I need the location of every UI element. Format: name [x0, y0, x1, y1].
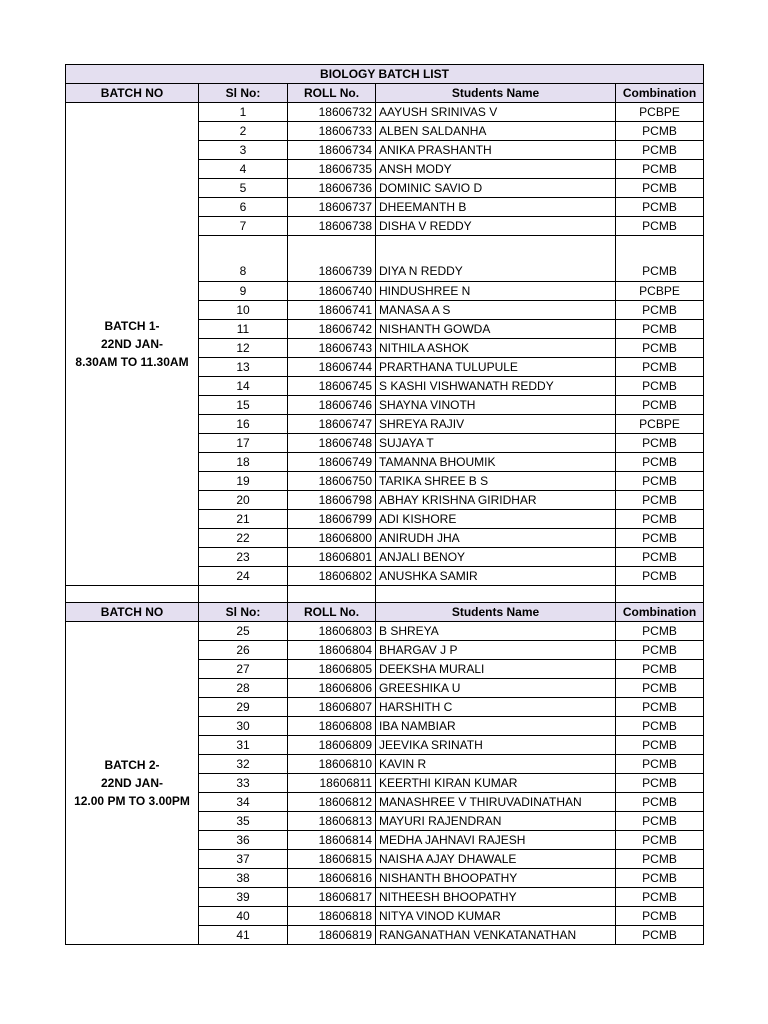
batch-label-line: BATCH 1- — [104, 319, 160, 333]
sl-no-cell: 3 — [199, 141, 288, 160]
combination-cell: PCMB — [616, 217, 704, 236]
combination-cell: PCMB — [616, 567, 704, 586]
student-name-cell: ANIRUDH JHA — [376, 529, 616, 548]
roll-no-cell: 18606732 — [288, 103, 376, 122]
combination-cell: PCMB — [616, 122, 704, 141]
sl-no-cell: 40 — [199, 907, 288, 926]
sl-no-cell: 7 — [199, 217, 288, 236]
combination-cell: PCBPE — [616, 415, 704, 434]
roll-no-cell: 18606810 — [288, 755, 376, 774]
sl-no-cell: 29 — [199, 698, 288, 717]
roll-no-cell: 18606739 — [288, 236, 376, 282]
combination-cell: PCMB — [616, 774, 704, 793]
sl-no-cell: 12 — [199, 339, 288, 358]
sl-no-cell: 16 — [199, 415, 288, 434]
sl-no-cell: 34 — [199, 793, 288, 812]
sl-no-cell: 37 — [199, 850, 288, 869]
roll-no-cell: 18606815 — [288, 850, 376, 869]
combination-cell: PCMB — [616, 472, 704, 491]
student-name-cell: DISHA V REDDY — [376, 217, 616, 236]
batch-label-line: BATCH 2- — [104, 758, 160, 772]
batch-label-line: 8.30AM TO 11.30AM — [75, 355, 189, 369]
student-name-cell: MEDHA JAHNAVI RAJESH — [376, 831, 616, 850]
roll-no-cell: 18606747 — [288, 415, 376, 434]
sl-no-cell: 14 — [199, 377, 288, 396]
student-name-cell: MANASA A S — [376, 301, 616, 320]
empty-cell — [616, 586, 704, 603]
combination-cell: PCMB — [616, 736, 704, 755]
student-name-cell: GREESHIKA U — [376, 679, 616, 698]
empty-cell — [66, 586, 199, 603]
header-sl-no: Sl No: — [199, 603, 288, 622]
roll-no-cell: 18606819 — [288, 926, 376, 945]
sl-no-cell: 11 — [199, 320, 288, 339]
sl-no-cell: 28 — [199, 679, 288, 698]
header-student-name: Students Name — [376, 603, 616, 622]
roll-no-cell: 18606800 — [288, 529, 376, 548]
empty-cell — [376, 586, 616, 603]
roll-no-cell: 18606802 — [288, 567, 376, 586]
roll-no-cell: 18606808 — [288, 717, 376, 736]
roll-no-cell: 18606743 — [288, 339, 376, 358]
student-name-cell: SHREYA RAJIV — [376, 415, 616, 434]
combination-cell: PCMB — [616, 320, 704, 339]
sl-no-cell: 4 — [199, 160, 288, 179]
sl-no-cell: 38 — [199, 869, 288, 888]
combination-cell: PCMB — [616, 339, 704, 358]
student-name-cell: NISHANTH GOWDA — [376, 320, 616, 339]
sl-no-cell: 5 — [199, 179, 288, 198]
student-name-cell: ANUSHKA SAMIR — [376, 567, 616, 586]
sl-no-cell: 8 — [199, 236, 288, 282]
student-name-cell: ANJALI BENOY — [376, 548, 616, 567]
batch-label — [66, 622, 199, 945]
student-name-cell: NITHEESH BHOOPATHY — [376, 888, 616, 907]
combination-cell: PCMB — [616, 548, 704, 567]
header-sl-no: Sl No: — [199, 84, 288, 103]
student-name-cell: HARSHITH C — [376, 698, 616, 717]
title-row — [66, 65, 704, 84]
roll-no-cell: 18606741 — [288, 301, 376, 320]
roll-no-cell: 18606744 — [288, 358, 376, 377]
sl-no-cell: 18 — [199, 453, 288, 472]
student-name-cell: ALBEN SALDANHA — [376, 122, 616, 141]
roll-no-cell: 18606805 — [288, 660, 376, 679]
roll-no-cell: 18606818 — [288, 907, 376, 926]
sl-no-cell: 32 — [199, 755, 288, 774]
combination-cell: PCMB — [616, 453, 704, 472]
combination-cell: PCMB — [616, 491, 704, 510]
sl-no-cell: 25 — [199, 622, 288, 641]
header-student-name: Students Name — [376, 84, 616, 103]
student-name-cell: AAYUSH SRINIVAS V — [376, 103, 616, 122]
student-name-cell: DHEEMANTH B — [376, 198, 616, 217]
biology-batch-table — [65, 64, 704, 945]
combination-cell: PCMB — [616, 141, 704, 160]
roll-no-cell: 18606748 — [288, 434, 376, 453]
student-name-cell: DIYA N REDDY — [376, 236, 616, 282]
student-name-cell: IBA NAMBIAR — [376, 717, 616, 736]
roll-no-cell: 18606806 — [288, 679, 376, 698]
student-name-cell: JEEVIKA SRINATH — [376, 736, 616, 755]
header-row — [66, 603, 704, 622]
roll-no-cell: 18606737 — [288, 198, 376, 217]
combination-cell: PCMB — [616, 236, 704, 282]
sl-no-cell: 2 — [199, 122, 288, 141]
sl-no-cell: 9 — [199, 282, 288, 301]
header-batch-no: BATCH NO — [66, 603, 199, 622]
student-name-cell: MANASHREE V THIRUVADINATHAN — [376, 793, 616, 812]
combination-cell: PCMB — [616, 755, 704, 774]
roll-no-cell: 18606733 — [288, 122, 376, 141]
student-name-cell: NITHILA ASHOK — [376, 339, 616, 358]
student-name-cell: S KASHI VISHWANATH REDDY — [376, 377, 616, 396]
roll-no-cell: 18606798 — [288, 491, 376, 510]
student-name-cell: BHARGAV J P — [376, 641, 616, 660]
roll-no-cell: 18606801 — [288, 548, 376, 567]
combination-cell: PCMB — [616, 622, 704, 641]
sl-no-cell: 26 — [199, 641, 288, 660]
table-row — [66, 622, 704, 641]
roll-no-cell: 18606735 — [288, 160, 376, 179]
roll-no-cell: 18606812 — [288, 793, 376, 812]
sl-no-cell: 33 — [199, 774, 288, 793]
student-name-cell: NAISHA AJAY DHAWALE — [376, 850, 616, 869]
header-row — [66, 84, 704, 103]
combination-cell: PCMB — [616, 698, 704, 717]
student-name-cell: SHAYNA VINOTH — [376, 396, 616, 415]
combination-cell: PCMB — [616, 198, 704, 217]
empty-cell — [199, 586, 288, 603]
student-name-cell: DEEKSHA MURALI — [376, 660, 616, 679]
student-name-cell: TAMANNA BHOUMIK — [376, 453, 616, 472]
combination-cell: PCMB — [616, 510, 704, 529]
batch-label — [66, 103, 199, 586]
roll-no-cell: 18606814 — [288, 831, 376, 850]
sl-no-cell: 1 — [199, 103, 288, 122]
combination-cell: PCMB — [616, 660, 704, 679]
combination-cell: PCMB — [616, 850, 704, 869]
sl-no-cell: 36 — [199, 831, 288, 850]
student-name-cell: ADI KISHORE — [376, 510, 616, 529]
combination-cell: PCMB — [616, 812, 704, 831]
combination-cell: PCMB — [616, 434, 704, 453]
header-roll-no: ROLL No. — [288, 84, 376, 103]
sl-no-cell: 13 — [199, 358, 288, 377]
batch-label-line: 22ND JAN- — [100, 776, 163, 790]
roll-no-cell: 18606804 — [288, 641, 376, 660]
sl-no-cell: 27 — [199, 660, 288, 679]
roll-no-cell: 18606736 — [288, 179, 376, 198]
student-name-cell: KEERTHI KIRAN KUMAR — [376, 774, 616, 793]
sl-no-cell: 23 — [199, 548, 288, 567]
combination-cell: PCMB — [616, 301, 704, 320]
batch-label-line: 22ND JAN- — [100, 337, 163, 351]
roll-no-cell: 18606813 — [288, 812, 376, 831]
student-name-cell: ANIKA PRASHANTH — [376, 141, 616, 160]
combination-cell: PCMB — [616, 179, 704, 198]
combination-cell: PCMB — [616, 926, 704, 945]
sl-no-cell: 39 — [199, 888, 288, 907]
sl-no-cell: 31 — [199, 736, 288, 755]
header-roll-no: ROLL No. — [288, 603, 376, 622]
combination-cell: PCMB — [616, 160, 704, 179]
combination-cell: PCMB — [616, 793, 704, 812]
roll-no-cell: 18606807 — [288, 698, 376, 717]
combination-cell: PCMB — [616, 907, 704, 926]
sl-no-cell: 35 — [199, 812, 288, 831]
combination-cell: PCMB — [616, 717, 704, 736]
student-name-cell: SUJAYA T — [376, 434, 616, 453]
roll-no-cell: 18606749 — [288, 453, 376, 472]
roll-no-cell: 18606803 — [288, 622, 376, 641]
table-title: BIOLOGY BATCH LIST — [66, 65, 704, 84]
combination-cell: PCMB — [616, 888, 704, 907]
combination-cell: PCMB — [616, 377, 704, 396]
combination-cell: PCBPE — [616, 282, 704, 301]
roll-no-cell: 18606811 — [288, 774, 376, 793]
combination-cell: PCMB — [616, 641, 704, 660]
header-batch-no: BATCH NO — [66, 84, 199, 103]
empty-cell — [288, 586, 376, 603]
sl-no-cell: 22 — [199, 529, 288, 548]
student-name-cell: MAYURI RAJENDRAN — [376, 812, 616, 831]
sl-no-cell: 41 — [199, 926, 288, 945]
roll-no-cell: 18606738 — [288, 217, 376, 236]
student-name-cell: PRARTHANA TULUPULE — [376, 358, 616, 377]
roll-no-cell: 18606746 — [288, 396, 376, 415]
student-name-cell: ANSH MODY — [376, 160, 616, 179]
student-name-cell: KAVIN R — [376, 755, 616, 774]
combination-cell: PCMB — [616, 358, 704, 377]
student-name-cell: HINDUSHREE N — [376, 282, 616, 301]
batch-label-line: 12.00 PM TO 3.00PM — [74, 794, 190, 808]
student-name-cell: RANGANATHAN VENKATANATHAN — [376, 926, 616, 945]
sl-no-cell: 20 — [199, 491, 288, 510]
roll-no-cell: 18606799 — [288, 510, 376, 529]
roll-no-cell: 18606734 — [288, 141, 376, 160]
roll-no-cell: 18606740 — [288, 282, 376, 301]
sl-no-cell: 6 — [199, 198, 288, 217]
combination-cell: PCMB — [616, 529, 704, 548]
student-name-cell: NISHANTH BHOOPATHY — [376, 869, 616, 888]
header-combination: Combination — [616, 603, 704, 622]
sl-no-cell: 17 — [199, 434, 288, 453]
table-row — [66, 103, 704, 122]
spacer-row — [66, 586, 704, 603]
combination-cell: PCMB — [616, 679, 704, 698]
roll-no-cell: 18606750 — [288, 472, 376, 491]
roll-no-cell: 18606816 — [288, 869, 376, 888]
roll-no-cell: 18606745 — [288, 377, 376, 396]
header-combination: Combination — [616, 84, 704, 103]
student-name-cell: DOMINIC SAVIO D — [376, 179, 616, 198]
student-name-cell: B SHREYA — [376, 622, 616, 641]
combination-cell: PCMB — [616, 396, 704, 415]
combination-cell: PCMB — [616, 831, 704, 850]
roll-no-cell: 18606817 — [288, 888, 376, 907]
sl-no-cell: 30 — [199, 717, 288, 736]
sl-no-cell: 19 — [199, 472, 288, 491]
student-name-cell: NITYA VINOD KUMAR — [376, 907, 616, 926]
combination-cell: PCBPE — [616, 103, 704, 122]
sl-no-cell: 24 — [199, 567, 288, 586]
roll-no-cell: 18606809 — [288, 736, 376, 755]
sl-no-cell: 10 — [199, 301, 288, 320]
sl-no-cell: 15 — [199, 396, 288, 415]
roll-no-cell: 18606742 — [288, 320, 376, 339]
student-name-cell: TARIKA SHREE B S — [376, 472, 616, 491]
combination-cell: PCMB — [616, 869, 704, 888]
sl-no-cell: 21 — [199, 510, 288, 529]
student-name-cell: ABHAY KRISHNA GIRIDHAR — [376, 491, 616, 510]
